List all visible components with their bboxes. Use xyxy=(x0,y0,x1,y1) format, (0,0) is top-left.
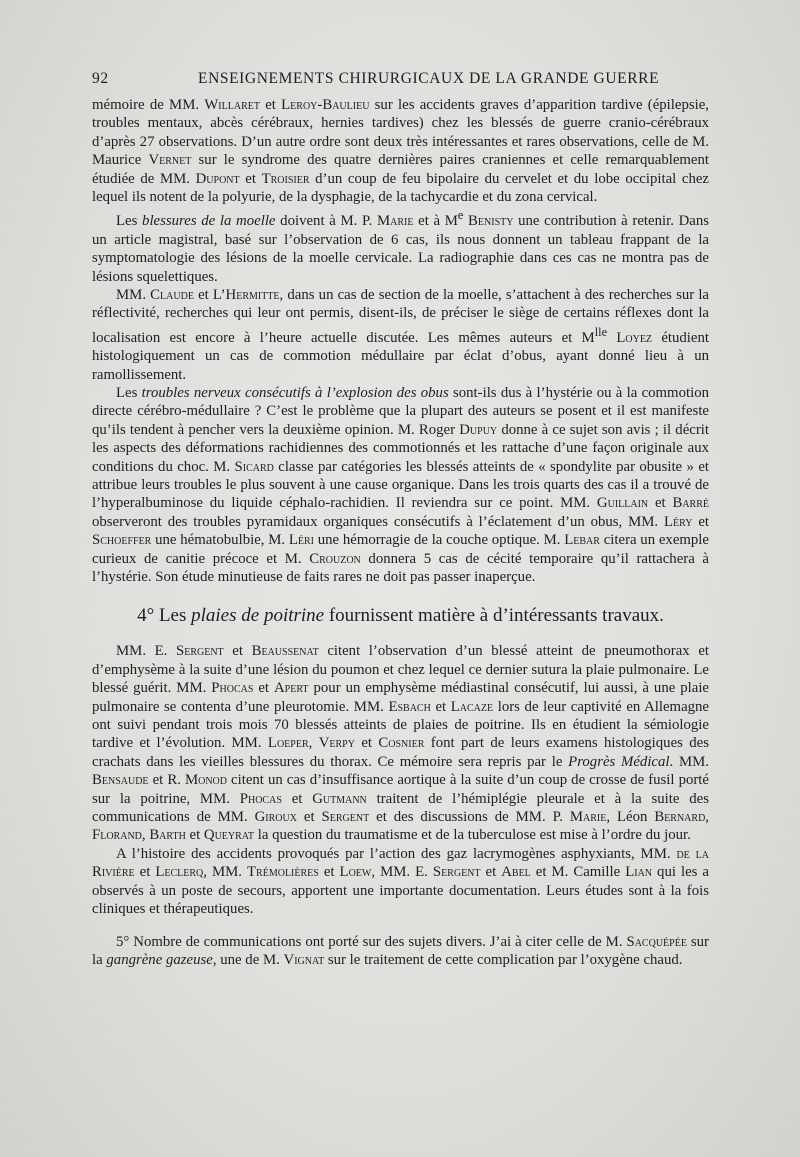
author-name: Monod xyxy=(184,772,227,789)
paragraph-tear-gas xyxy=(92,845,709,919)
text-run: 5° Nombre de communications ont porté sur des sujets divers. J’ai à citer celle de M. xyxy=(116,933,627,950)
text-run: donne à ce sujet son avis ; il décrit les aspects des déformations rachidiennes des commotionnés et les rattache d’une façon originale aux conditions du choc. M. xyxy=(92,421,709,475)
text-run xyxy=(607,330,616,346)
text-run: et xyxy=(354,735,379,752)
paragraph-skull-injuries xyxy=(92,96,709,206)
paragraph-reflectivity-research xyxy=(92,286,709,384)
page-number: 92 xyxy=(92,70,109,87)
text-run: et xyxy=(253,680,274,697)
text-run: doivent à M. P. xyxy=(275,213,377,230)
author-name: Schoeffer xyxy=(92,532,152,549)
italic-term: gangrène gazeuse xyxy=(106,951,213,968)
text-run: Les xyxy=(116,384,142,401)
author-name: Benisty xyxy=(468,213,514,230)
body-text xyxy=(92,96,709,969)
author-name: Barré xyxy=(672,495,709,512)
author-name: Phocas xyxy=(239,790,282,807)
author-name: Sicard xyxy=(234,458,274,475)
italic-term: Progrès Médical xyxy=(568,753,670,770)
text-run: la question du traumatisme et de la tuberculose est mise à l’ordre du jour. xyxy=(254,827,691,844)
author-name: Trémolières xyxy=(247,864,319,881)
author-name: Gutmann xyxy=(312,790,367,807)
text-run: et L’ xyxy=(193,286,226,303)
text-run: sont-ils dus à l’hystérie ou à la commotion directe cérébro-médullaire ? C’est le problème que la plupart des auteurs se posent et il est manifeste qu’ils tendent à pencher vers la deuxième opinion. M. Roger xyxy=(92,384,709,438)
author-name: Loeper xyxy=(267,735,309,752)
text-run: et xyxy=(296,809,322,826)
text-run: mémoire de MM. xyxy=(92,97,205,113)
author-name: Lian xyxy=(625,864,653,881)
author-name: Léri xyxy=(288,532,314,549)
author-name: Sacquépée xyxy=(626,933,687,950)
text-run: et xyxy=(134,864,156,881)
text-run: , Léon xyxy=(606,809,655,826)
text-run: d’un coup de feu bipolaire du cervelet et du lobe occipital chez lequel ils notent de la polyurie, de la dysphagie, de la tachycardie et du zona cervical. xyxy=(92,170,709,206)
author-name: Sergent xyxy=(432,864,481,881)
text-run: observeront des troubles pyramidaux organiques consécutifs à l’éclatement d’un obus, MM. xyxy=(92,513,664,530)
section-heading xyxy=(92,604,709,628)
author-name: de la Rivière xyxy=(92,845,709,881)
text-run: sur les accidents graves d’apparition tardive (épilepsie, troubles mentaux, abcès cérébraux, hernies tardives) chez les blessés de guerre cranio-cérébraux d’après 27 observations. D’un autre ordre sont deux très intéressantes et rares observations, celle de M. Maurice xyxy=(92,97,709,169)
text-run: une hématobulbie, M. xyxy=(151,532,289,549)
text-run: une contribution à retenir. Dans un article magistral, basé sur l’observation de 6 cas, ils nous donnent un tableau frappant de la symptomatologie des lésions de la moelle cervicale. La radiographie dans ces cas ne montra pas de lésions squelettiques. xyxy=(92,213,709,285)
author-name: Beaussenat xyxy=(251,643,319,660)
text-run: traitent de l’hémiplégie pleurale et à la suite des communications de MM. xyxy=(92,790,709,826)
author-name: Guillain xyxy=(596,495,649,512)
text-run: MM. xyxy=(116,286,151,303)
text-run: et M. Camille xyxy=(530,864,626,881)
author-name: Verpy xyxy=(318,735,355,752)
author-name: Queyrat xyxy=(203,827,255,844)
author-name: Sergent xyxy=(321,809,370,826)
author-name: Cosnier xyxy=(378,735,425,752)
text-run: lle xyxy=(594,324,608,339)
text-run: et xyxy=(692,513,709,530)
text-run: font part de leurs examens histologiques des crachats dans les vieilles blessures du thorax. Ce mémoire sera repris par le xyxy=(92,735,710,770)
text-run: sur le traitement de cette complication par l’oxygène chaud. xyxy=(324,951,683,968)
author-name: Leclerq xyxy=(155,864,204,881)
text-run: , xyxy=(308,735,319,752)
running-title: ENSEIGNEMENTS CHIRURGICAUX DE LA GRANDE GUERRE xyxy=(198,70,660,87)
author-name: Vernet xyxy=(148,152,192,169)
author-name: Abel xyxy=(501,864,531,881)
author-name: Marie xyxy=(376,213,414,230)
text-run: MM. E. xyxy=(116,643,176,660)
text-run: citent un cas d’insuffisance aortique à la suite d’un coup de crosse de fusil porté sur la poitrine, MM. xyxy=(92,772,709,807)
text-run: , MM. E. xyxy=(371,864,433,881)
author-name: Crouzon xyxy=(309,550,361,567)
text-run: et à M xyxy=(413,213,458,230)
author-name: Barth xyxy=(149,827,186,844)
text-run: citera un exemple curieux de canitie précoce et M. xyxy=(92,532,709,567)
author-name: Loyez xyxy=(616,329,653,346)
paragraph-chest-wounds xyxy=(92,642,709,844)
text-run: , MM. xyxy=(203,864,248,881)
text-run: et R. xyxy=(148,772,185,789)
text-run: et des discussions de MM. P. xyxy=(369,809,570,826)
author-name: Dupuy xyxy=(459,421,498,438)
author-name: Dupont xyxy=(195,170,240,187)
author-name: Lebar xyxy=(564,532,600,549)
author-name: Bernard xyxy=(654,809,706,826)
author-name: Marie xyxy=(569,809,607,826)
text-run: et xyxy=(281,790,313,807)
author-name: Vignat xyxy=(283,951,325,968)
text-run: et xyxy=(259,97,282,113)
text-run: Les xyxy=(116,213,143,230)
text-run: sur le syndrome des quatre dernières paires craniennes et celle remarquablement étudiée de MM. xyxy=(92,152,709,187)
author-name: Phocas xyxy=(211,680,254,697)
text-run: et xyxy=(185,827,204,844)
text-run: lors de leur captivité en Allemagne ont suivi pendant trois mois 70 blessés atteints de plaies de poitrine. Ils en étudient la sémiologie tardive et l’évolution. MM. xyxy=(92,698,710,752)
text-run: A l’histoire des accidents provoqués par l’action des gaz lacrymogènes asphyxiants, MM. xyxy=(116,845,677,862)
paragraph-spacer xyxy=(92,919,709,933)
paragraph-various-subjects xyxy=(92,933,709,970)
author-name: Esbach xyxy=(388,698,431,715)
author-name: Hermitte xyxy=(225,286,280,303)
text-run: , dans un cas de section de la moelle, s’attachent à des recherches sur la réflectivité, recherches qui leur ont permis, disent-ils, de préciser le siège de certains réflexes dont la localisation est encore à l’heure actuelle discutée. Les mêmes auteurs et M xyxy=(92,286,710,346)
italic-term: plaies de poitrine xyxy=(191,605,325,627)
text-run: et xyxy=(239,170,262,187)
author-name: Loew xyxy=(339,864,372,881)
text-run: classe par catégories les blessés atteints de « spondylite par obusite » et attribue leurs troubles le plus souvent à une cause organique. Dans les trois quarts des cas il a trouvé de l’hyperalbuminose du liquide céphalo-rachidien. Il reviendra sur ce point. MM. xyxy=(92,458,709,512)
author-name: Willaret xyxy=(204,97,260,113)
text-run: pour un emphysème médiastinal consécutif, lui aussi, à une plaie pulmonaire se contenta d’une pleurotomie. MM. xyxy=(92,680,710,715)
text-run: , xyxy=(705,809,709,826)
text-run: citent l’observation d’un blessé atteint de pneumothorax et d’emphysème à la suite d’une lésion du poumon et chez lequel ce dernier sutura la plaie pulmonaire. Le blessé guérit. MM. xyxy=(92,643,709,697)
text-run: et xyxy=(430,698,451,715)
author-name: Florand xyxy=(92,827,142,844)
paragraph-spinal-cord-wounds xyxy=(92,206,709,286)
text-run: , xyxy=(141,827,150,844)
text-run: sur la xyxy=(92,933,709,968)
text-run: et xyxy=(648,495,673,512)
text-run: e xyxy=(457,208,464,223)
text-run: , une de M. xyxy=(212,951,284,968)
text-run: et xyxy=(318,864,340,881)
author-name: Bensaude xyxy=(92,772,149,789)
author-name: Claude xyxy=(150,286,194,303)
author-name: Troisier xyxy=(261,170,310,187)
author-name: Léry xyxy=(663,513,693,530)
text-run: qui les a observés à un poste de secours, apportent une importante documentation. Leurs études sont à la fois cliniques et thérapeutiques. xyxy=(92,864,709,918)
author-name: Lacaze xyxy=(450,698,494,715)
text-run: 4° Les xyxy=(137,605,192,627)
text-run: donnera 5 cas de cécité temporaire qu’il rattachera à l’hystérie. Son étude minutieuse de faits rares ne doit pas passer inaperçue. xyxy=(92,550,709,585)
text-run: une hémorragie de la couche optique. M. xyxy=(313,532,565,549)
text-run: fournissent matière à d’intéressants travaux. xyxy=(324,605,664,627)
italic-term: troubles nerveux consécutifs à l’explosion des obus xyxy=(141,384,449,401)
paragraph-shell-shock xyxy=(92,384,709,586)
text-run: et xyxy=(480,864,502,881)
author-name: Giroux xyxy=(254,809,297,826)
author-name: Sergent xyxy=(176,643,224,660)
italic-term: blessures de la moelle xyxy=(142,213,276,230)
author-name: Apert xyxy=(274,680,309,697)
author-name: Leroy-Baulieu xyxy=(281,97,370,113)
text-run: étudient histologiquement un cas de commotion médullaire par éclat d’obus, ayant donné lieu à un ramollissement. xyxy=(92,329,709,383)
text-run: . MM. xyxy=(669,753,709,770)
text-run: et xyxy=(223,643,252,660)
page-header xyxy=(92,70,709,94)
